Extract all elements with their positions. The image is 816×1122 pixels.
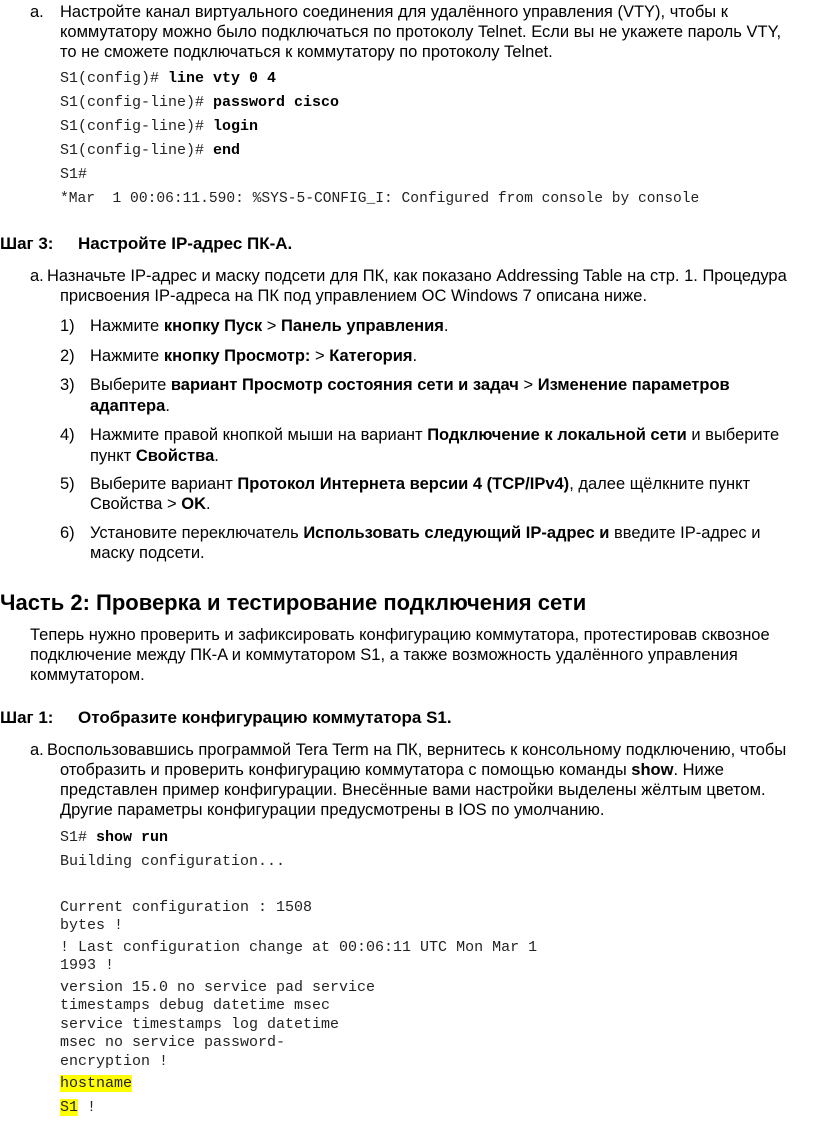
part-title: Часть 2: Проверка и тестирование подключения сети — [0, 590, 587, 615]
substep-text-cont: пункт Свойства. — [90, 447, 219, 465]
substep-text-cont: маску подсети. — [90, 544, 205, 562]
substep-text: Установите переключатель Использовать следующий IP-адрес и введите IP-адрес и — [90, 524, 761, 542]
substep-number: 5) — [60, 475, 75, 493]
code-line: Current configuration : 1508 — [60, 899, 313, 916]
code-line: S1(config-line)# login — [60, 118, 259, 135]
step1-a-line-1: Воспользовавшись программой Tera Term на ПК, вернитесь к консольному подключению, чтобы — [47, 741, 787, 759]
substep-number: 6) — [60, 524, 75, 542]
intro-line-2: коммутатору можно было подключаться по протоколу Telnet. Если вы не укажете пароль VTY, — [60, 23, 782, 41]
substep-text: Нажмите кнопку Пуск > Панель управления. — [90, 317, 449, 335]
substep-number: 3) — [60, 376, 75, 394]
substep-text-cont: адаптера. — [90, 397, 170, 415]
code-line-highlighted: S1 ! — [60, 1099, 97, 1116]
substep-text: Выберите вариант Просмотр состояния сети и задач > Изменение параметров — [90, 376, 730, 394]
code-line: ! Last configuration change at 00:06:11 UTC Mon Mar 1 — [60, 939, 538, 956]
step-number: Шаг 3: — [0, 234, 54, 253]
substep-text: Нажмите кнопку Просмотр: > Категория. — [90, 347, 418, 365]
substep-text: Выберите вариант Протокол Интернета версии 4 (TCP/IPv4), далее щёлкните пункт — [90, 475, 751, 493]
step3-a-line-1: Назначьте IP-адрес и маску подсети для ПК, как показано Addressing Table на стр. 1. Процедура — [47, 267, 787, 285]
step-title: Отобразите конфигурацию коммутатора S1. — [78, 708, 452, 727]
code-line: S1# — [60, 166, 88, 183]
part2-intro-line: подключение между ПК-A и коммутатором S1, а также возможность удалённого управления — [30, 646, 738, 664]
code-line: S1(config-line)# end — [60, 142, 241, 159]
substep-number: 4) — [60, 426, 75, 444]
substep-text: Нажмите правой кнопкой мыши на вариант Подключение к локальной сети и выберите — [90, 426, 780, 444]
step1-a-line-4: Другие параметры конфигурации предусмотрены в IOS по умолчанию. — [60, 801, 605, 819]
code-line: version 15.0 no service pad service — [60, 979, 376, 996]
code-line: encryption ! — [60, 1053, 169, 1070]
code-line: service timestamps log datetime — [60, 1016, 340, 1033]
code-line: timestamps debug datetime msec — [60, 997, 331, 1014]
code-line: S1# show run — [60, 829, 169, 846]
intro-item-marker: a. — [30, 3, 44, 21]
code-line: S1(config-line)# password cisco — [60, 94, 340, 111]
code-line: msec no service password- — [60, 1034, 286, 1051]
step1-a-line-3: представлен пример конфигурации. Внесённые вами настройки выделены жёлтым цветом. — [60, 781, 766, 799]
code-line: *Mar 1 00:06:11.590: %SYS-5-CONFIG_I: Configured from console by console — [60, 191, 700, 207]
part2-intro-line: Теперь нужно проверить и зафиксировать конфигурацию коммутатора, протестировав сквозное — [30, 626, 770, 644]
step3-a-marker: a. — [30, 267, 44, 285]
substep-text-cont: Свойства > OK. — [90, 495, 211, 513]
code-line: 1993 ! — [60, 957, 115, 974]
code-line-highlighted: hostname — [60, 1075, 133, 1092]
intro-line-3: то не сможете подключаться к коммутатору по протоколу Telnet. — [60, 43, 553, 61]
code-line: bytes ! — [60, 917, 124, 934]
substep-number: 2) — [60, 347, 75, 365]
part2-intro-line: коммутатором. — [30, 666, 145, 684]
step1-a-line-2: отобразить и проверить конфигурацию коммутатора с помощью команды show. Ниже — [60, 761, 724, 779]
step-title: Настройте IP-адрес ПК-A. — [78, 234, 293, 253]
step1-a-marker: a. — [30, 741, 44, 759]
code-line: S1(config)# line vty 0 4 — [60, 70, 277, 87]
step3-a-line-2: присвоения IP-адреса на ПК под управлением ОС Windows 7 описана ниже. — [60, 287, 648, 305]
intro-line-1: Настройте канал виртуального соединения для удалённого управления (VTY), чтобы к — [60, 3, 728, 21]
code-line: Building configuration... — [60, 853, 286, 870]
step-number: Шаг 1: — [0, 708, 54, 727]
substep-number: 1) — [60, 317, 75, 335]
